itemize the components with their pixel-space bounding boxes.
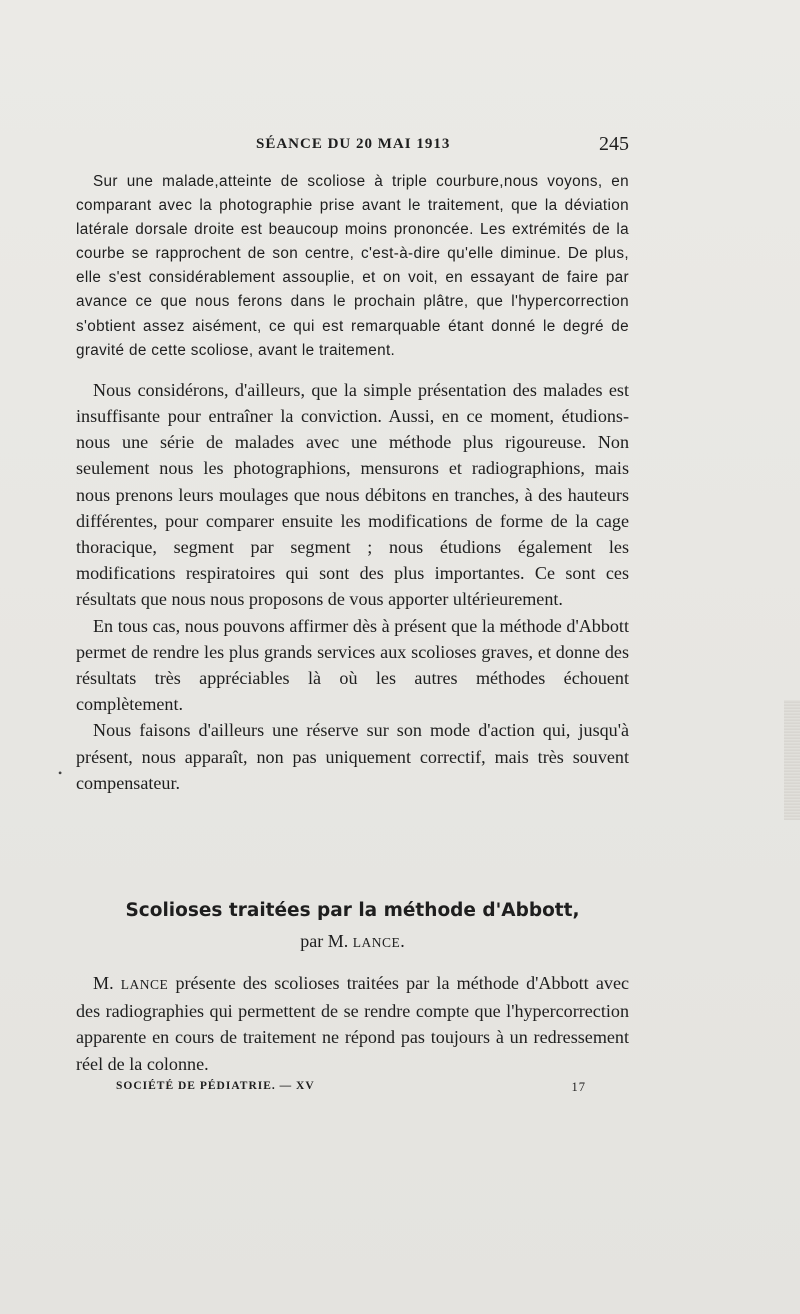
author-prefix: par M. [300, 931, 353, 951]
footer-signature: SOCIÉTÉ DE PÉDIATRIE. — XV [116, 1080, 315, 1092]
paragraph-5 [76, 970, 629, 1077]
paragraph-4: Nous faisons d'ailleurs une réserve sur son mode d'action qui, jusqu'à présent, nous apparaît, non pas uniquement correctif, mais très souvent compensateur. [76, 720, 629, 793]
paragraph-3: En tous cas, nous pouvons affirmer dès à présent que la méthode d'Abbott permet de rendre les plus grands services aux scolioses graves, et donne des résultats très appréciables là où les autres méthodes échouent complètement. [76, 615, 629, 715]
paragraph-2: Nous considérons, d'ailleurs, que la simple présentation des malades est insuffisante pour entraîner la conviction. Aussi, en ce moment, étudions-nous une série de malades avec une méthode plus rigoureuse. Non seulement nous les photographions, mensurons et radiographions, mais nous prenons leurs moulages que nous débitons en tranches, à des hauteurs différentes, pour comparer ensuite les modifications de forme de la cage thoracique, segment par segment ; nous étudions également les modifications respiratoires qui sont des plus importantes. Ce sont ces résultats que nous nous proposons de vous apporter ultérieurement. [76, 379, 629, 610]
paragraph-5-text: présente des scolioses traitées par la méthode d'Abbott avec des radiographies qui permettent de se rendre compte que l'hypercorrection apparente en cours de traitement ne répond pas toujours à un redressement réel de la colonne. [76, 973, 630, 1074]
running-title: SÉANCE DU 20 MAI 1913 [256, 136, 451, 152]
paragraph-5-name: LANCE [120, 977, 169, 992]
margin-bullet-icon: • [58, 766, 63, 780]
footer-sheet-number: 17 [571, 1080, 586, 1094]
page-number: 245 [599, 133, 629, 155]
section-author [76, 931, 629, 952]
paragraph-1: Sur une malade,atteinte de scoliose à triple courbure,nous voyons, en comparant avec la photographie prise avant le traitement, que la déviation latérale dorsale droite est beaucoup moins prononcée. Les extrémités de la courbe se rapprochent de son centre, c'est-à-dire qu'elle diminue. De plus, elle s'est considérablement assouplie, et on voit, en essayant de faire par avance ce que nous ferons dans le prochain plâtre, que l'hypercorrection s'obtient assez aisément, ce qui est remarquable étant donné le degré de gravité de cette scoliose, avant le traitement. [76, 173, 629, 359]
author-suffix: . [400, 931, 405, 951]
main-text [76, 170, 629, 796]
footer-signature-line [116, 1080, 586, 1100]
section-body [76, 970, 629, 1077]
author-name: LANCE [352, 935, 401, 950]
paragraph-5-lead: M. [93, 973, 121, 993]
running-header [76, 133, 629, 160]
section-title: Scolioses traitées par la méthode d'Abbott, [125, 900, 580, 921]
page-edge-texture [784, 700, 800, 820]
